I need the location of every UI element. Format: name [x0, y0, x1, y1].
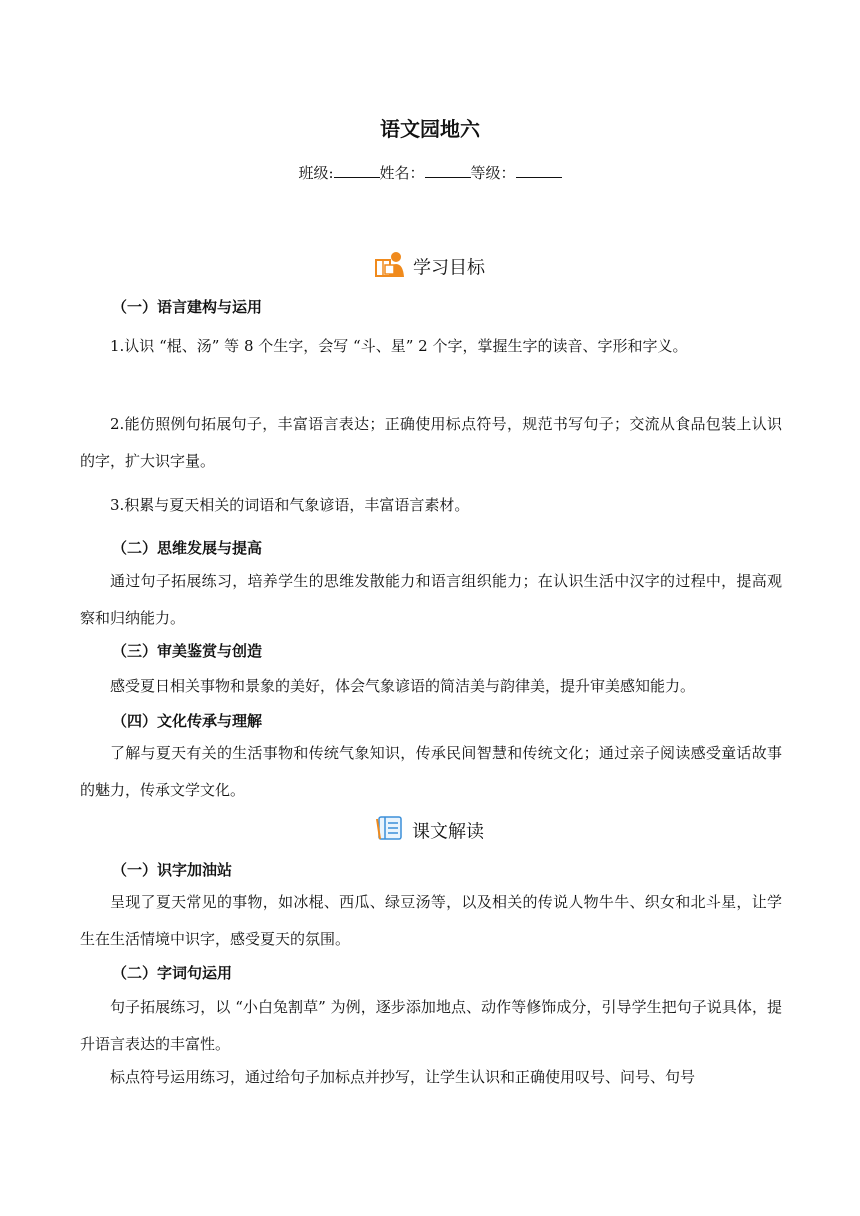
subheading-culture: （四）文化传承与理解	[112, 712, 263, 730]
paragraph-culture: 了解与夏天有关的生活事物和传统气象知识，传承民间智慧和传统文化；通过亲子阅读感受童话故事的魅力，传承文学文化。	[80, 744, 782, 799]
grade-label: 等级：	[470, 164, 516, 182]
paragraph-punctuation: 标点符号运用练习，通过给句子加标点并抄写，让学生认识和正确使用叹号、问号、句号	[110, 1068, 696, 1086]
page-title: 语文园地六	[380, 117, 480, 141]
name-label: 姓名：	[379, 164, 425, 182]
paragraph-goal-2: 2.能仿照例句拓展句子，丰富语言表达；正确使用标点符号，规范书写句子；交流从食品包装上认识的字，扩大识字量。	[80, 415, 782, 470]
class-label: 班级:	[298, 164, 334, 182]
paragraph-thinking: 通过句子拓展练习，培养学生的思维发散能力和语言组织能力；在认识生活中汉字的过程中，提高观察和归纳能力。	[80, 572, 782, 627]
paragraph-literacy: 呈现了夏天常见的事物，如冰棍、西瓜、绿豆汤等，以及相关的传说人物牛牛、织女和北斗星，让学生在生活情境中识字，感受夏天的氛围。	[80, 893, 782, 948]
section-heading-text: 课文解读	[412, 821, 484, 843]
section-heading-text: 学习目标	[413, 257, 485, 279]
subheading-aesthetics: （三）审美鉴赏与创造	[112, 642, 263, 660]
subheading-literacy: （一）识字加油站	[112, 861, 233, 879]
paragraph-sentence-expansion: 句子拓展练习，以 “小白兔割草” 为例，逐步添加地点、动作等修饰成分，引导学生把句子说具体，提升语言表达的丰富性。	[80, 998, 782, 1053]
section-heading-goals	[0, 250, 860, 283]
subheading-word-usage: （二）字词句运用	[112, 964, 233, 982]
paragraph-aesthetics: 感受夏日相关事物和景象的美好，体会气象谚语的简洁美与韵律美，提升审美感知能力。	[110, 677, 696, 695]
grade-blank	[516, 163, 562, 178]
paragraph-goal-3: 3.积累与夏天相关的词语和气象谚语，丰富语言素材。	[110, 496, 470, 514]
subheading-language: （一）语言建构与运用	[112, 298, 263, 316]
subheading-thinking: （二）思维发展与提高	[112, 539, 263, 557]
student-info-line	[0, 162, 860, 183]
notebook-icon	[376, 815, 404, 846]
reading-person-icon	[375, 250, 405, 283]
name-blank	[425, 163, 471, 178]
class-blank	[334, 163, 380, 178]
section-heading-text-reading	[0, 815, 860, 846]
paragraph-goal-1: 1.认识 “棍、汤” 等 8 个生字，会写 “斗、星” 2 个字，掌握生字的读音、字形和字义。	[110, 337, 688, 355]
